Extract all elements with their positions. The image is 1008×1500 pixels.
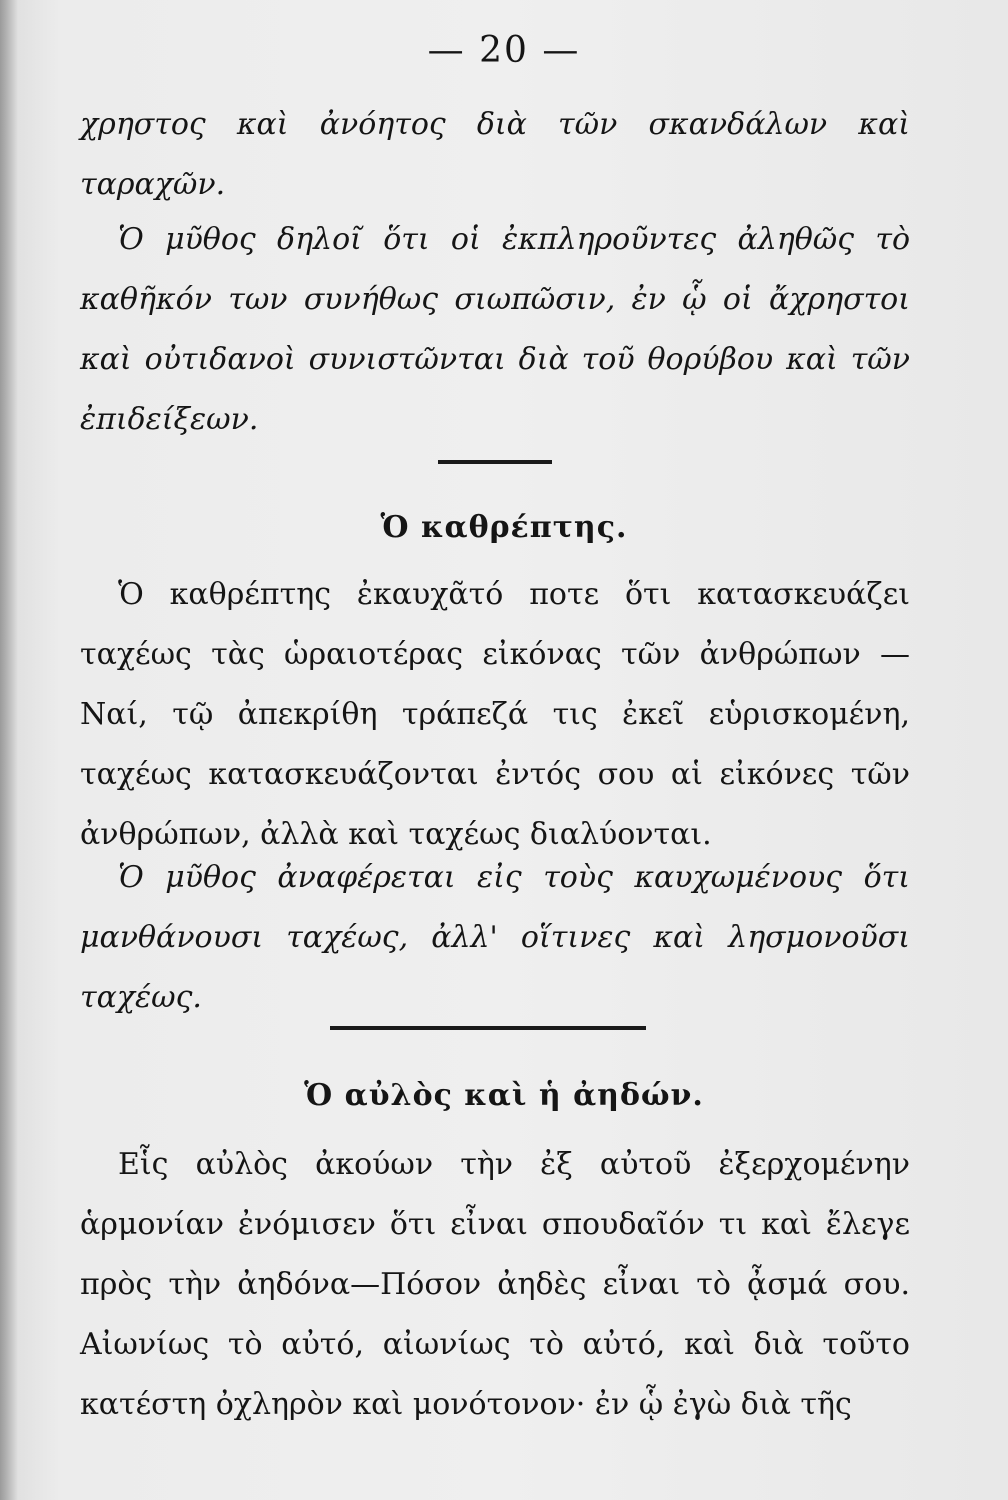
paragraph-text	[80, 1135, 910, 1435]
paragraph-moral-1	[80, 210, 910, 450]
fable-title-flute: Ὁ αὐλὸς καὶ ἡ ἀηδών.	[304, 1078, 704, 1113]
paragraph-moral-2	[80, 848, 910, 1028]
paragraph-text: χρηστος καὶ ἀνόητος διὰ τῶν σκανδάλων καὶ ταραχῶν.	[80, 107, 910, 202]
paragraph-text	[80, 848, 910, 1028]
paragraph-text-content: Ὁ καθρέπτης ἐκαυχᾶτό ποτε ὅτι κατασκευάζει ταχέως τὰς ὡραιοτέρας εἰκόνας τῶν ἀνθρώπων — Ναί, τῷ ἀπεκρίθη τράπεζά τις ἐκεῖ εὑρισκομένη, ταχέως κατασκευάζονται ἐντός σου αἱ εἰκόνες τῶν ἀνθρώπων, ἀλλὰ καὶ ταχέως διαλύονται.	[80, 577, 910, 852]
paragraph-text-content: Ὁ μῦθος δηλοῖ ὅτι οἱ ἐκπληροῦντες ἀληθῶς τὸ καθῆκόν των συνήθως σιωπῶσιν, ἐν ᾧ οἱ ἄχρηστοι καὶ οὐτιδανοὶ συνιστῶνται διὰ τοῦ θορύβου καὶ τῶν ἐπιδείξεων.	[80, 222, 910, 437]
paragraph-continuation	[80, 95, 910, 215]
fable-title-mirror: Ὁ καθρέπτης.	[380, 510, 628, 545]
paragraph-text-content: Ὁ μῦθος ἀναφέρεται εἰς τοὺς καυχωμένους ὅτι μανθάνουσι ταχέως, ἀλλ' οἵτινες καὶ λησμονοῦσι ταχέως.	[80, 860, 910, 1015]
section-divider	[438, 460, 552, 464]
paragraph-text	[80, 210, 910, 450]
paragraph-fable-mirror	[80, 565, 910, 865]
section-divider	[330, 1026, 646, 1030]
page-number: — 20 —	[427, 30, 581, 71]
spine-shadow	[0, 0, 18, 1500]
paragraph-fable-flute	[80, 1135, 910, 1435]
paragraph-text	[80, 565, 910, 865]
paragraph-text-content: Εἷς αὐλὸς ἀκούων τὴν ἐξ αὐτοῦ ἐξερχομένην ἁρμονίαν ἐνόμισεν ὅτι εἶναι σπουδαῖόν τι καὶ ἔλεγε πρὸς τὴν ἀηδόνα—Πόσον ἀηδὲς εἶναι τὸ ᾆσμά σου. Αἰωνίως τὸ αὐτό, αἰωνίως τὸ αὐτό, καὶ διὰ τοῦτο κατέστη ὀχληρὸν καὶ μονότονον· ἐν ᾧ ἐγὼ διὰ τῆς	[80, 1147, 910, 1422]
